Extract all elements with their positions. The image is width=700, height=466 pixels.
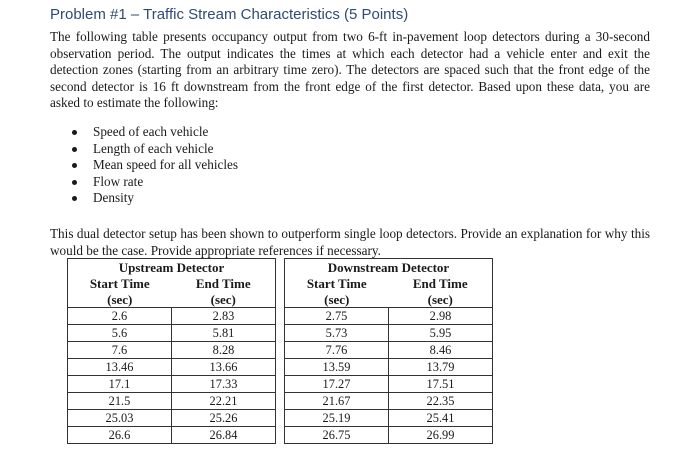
upstream-title: Upstream Detector: [68, 259, 276, 276]
upstream-table: [67, 258, 276, 444]
bullet-icon: [72, 163, 77, 168]
table-row: 13.46 13.66: [68, 359, 276, 376]
downstream-table: [284, 258, 493, 444]
list-item: Mean speed for all vehicles: [72, 157, 650, 174]
list-item: Length of each vehicle: [72, 141, 650, 158]
list-item: Speed of each vehicle: [72, 124, 650, 141]
table-row: 2.75 2.98: [285, 308, 493, 325]
downstream-end-unit: (sec): [389, 291, 493, 308]
list-item: Density: [72, 190, 650, 207]
downstream-start-unit: (sec): [285, 291, 389, 308]
table-row: 26.6 26.84: [68, 427, 276, 444]
upstream-start-header: Start Time: [68, 275, 172, 291]
upstream-start-unit: (sec): [68, 291, 172, 308]
table-row: 17.1 17.33: [68, 376, 276, 393]
bullet-icon: [72, 130, 77, 135]
estimate-list: [50, 124, 650, 207]
bullet-icon: [72, 147, 77, 152]
problem-title: Problem #1 – Traffic Stream Characteristics (5 Points): [50, 6, 409, 23]
document-page: [50, 6, 650, 259]
list-item: Flow rate: [72, 174, 650, 191]
detector-tables: [67, 258, 493, 444]
downstream-start-header: Start Time: [285, 275, 389, 291]
table-row: 21.5 22.21: [68, 393, 276, 410]
table-row: 25.03 25.26: [68, 410, 276, 427]
bullet-icon: [72, 180, 77, 185]
table-row: 17.27 17.51: [285, 376, 493, 393]
question-paragraph: This dual detector setup has been shown to outperform single loop detectors. Provide an explanation for why this would be the case. Provide appropriate references if necessary.: [50, 225, 650, 258]
upstream-end-unit: (sec): [172, 291, 276, 308]
upstream-end-header: End Time: [172, 275, 276, 291]
bullet-icon: [72, 196, 77, 201]
table-row: 25.19 25.41: [285, 410, 493, 427]
table-row: 21.67 22.35: [285, 393, 493, 410]
problem-intro: The following table presents occupancy output from two 6-ft in-pavement loop detectors during a 30-second observation period. The output indicates the times at which each detector had a vehicle enter and exit the detection zones (starting from an arbitrary time zero). The detectors are spaced such that the front edge of the second detector is 16 ft downstream from the front edge of the first detector. Based upon these data, you are asked to estimate the following:: [50, 29, 650, 111]
table-row: 13.59 13.79: [285, 359, 493, 376]
table-row: 2.6 2.83: [68, 308, 276, 325]
table-row: 26.75 26.99: [285, 427, 493, 444]
table-row: 7.76 8.46: [285, 342, 493, 359]
table-row: 7.6 8.28: [68, 342, 276, 359]
downstream-title: Downstream Detector: [285, 259, 493, 276]
table-row: 5.73 5.95: [285, 325, 493, 342]
table-row: 5.6 5.81: [68, 325, 276, 342]
downstream-end-header: End Time: [389, 275, 493, 291]
